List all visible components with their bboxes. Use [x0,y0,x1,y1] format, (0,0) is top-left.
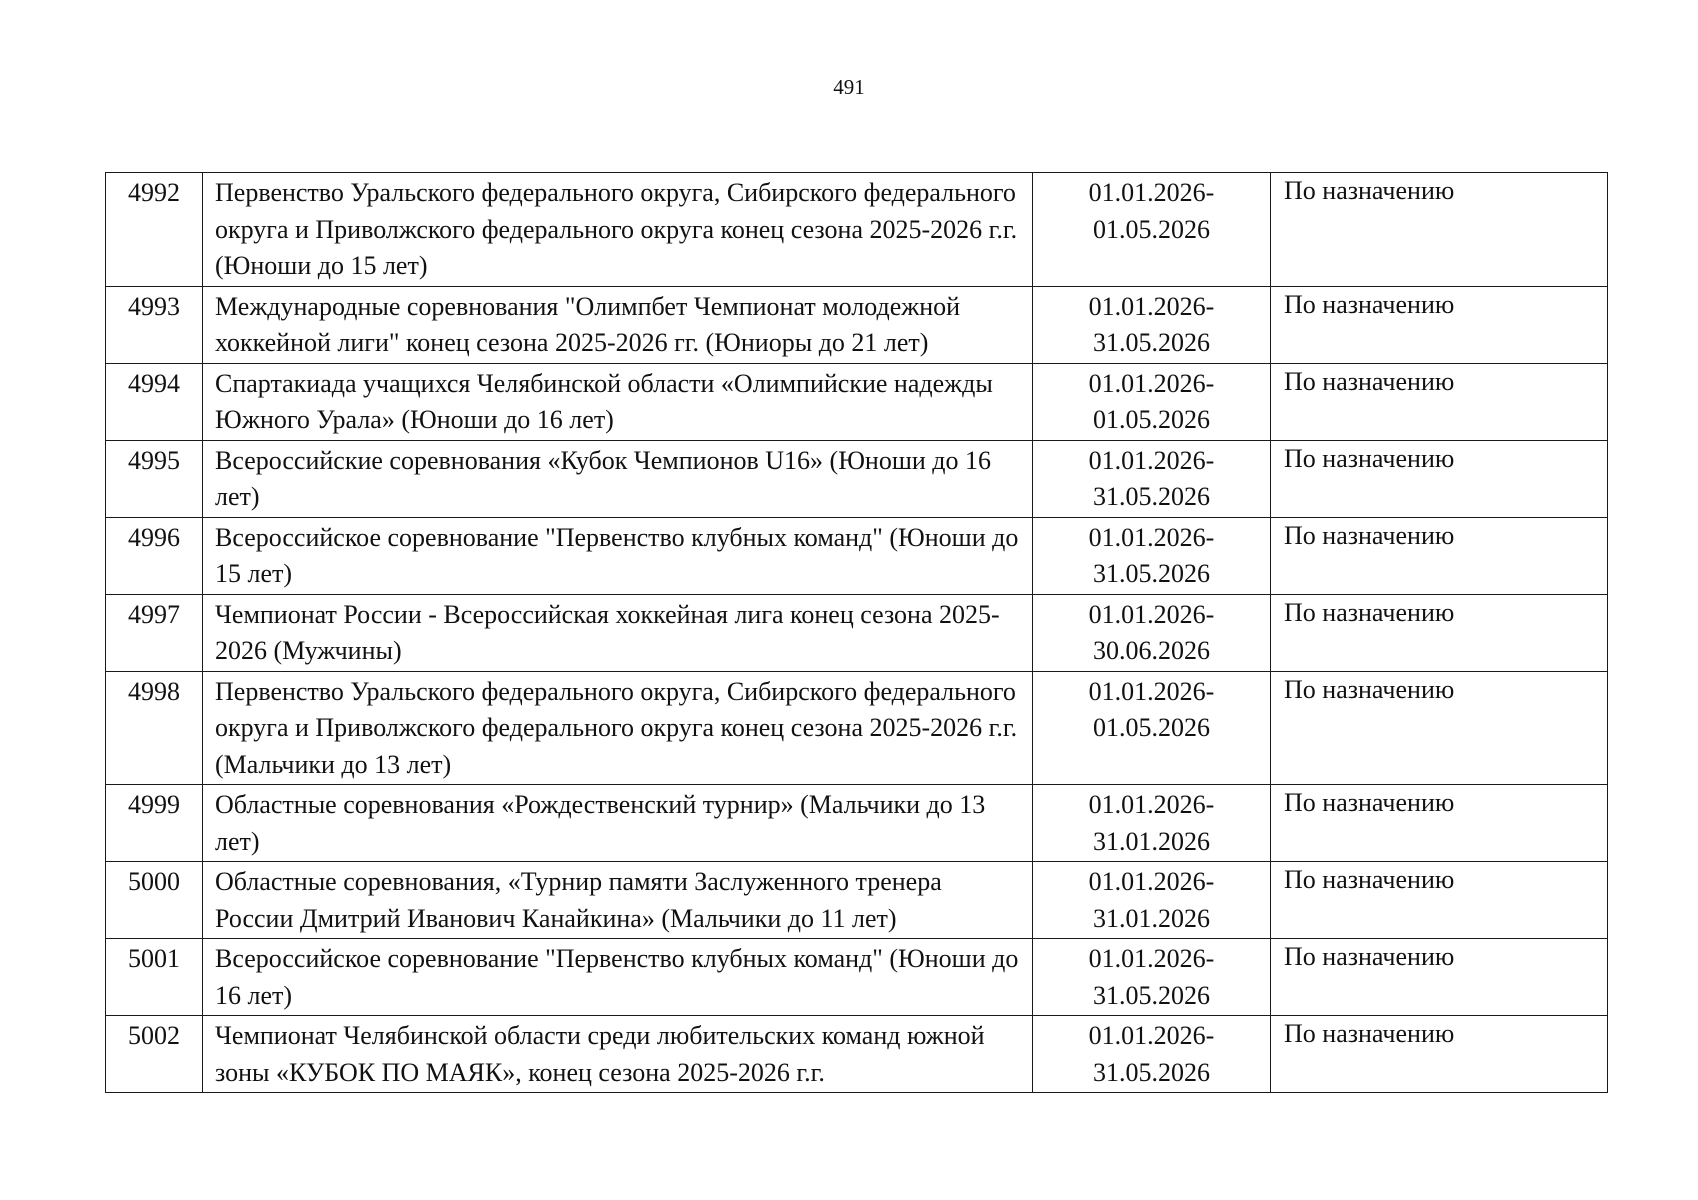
page-number: 491 [833,75,865,99]
table-row [106,517,1608,594]
table-row [106,594,1608,671]
event-dates [1033,594,1271,671]
event-place: По назначению [1271,363,1608,440]
event-name: Первенство Уральского федерального округа, Сибирского федерального округа и Приволжского федерального округа конец сезона 2025-2026 г.г. (Мальчики до 13 лет) [203,671,1033,785]
row-number: 4994 [106,363,203,440]
date-end: 01.05.2026 [1093,405,1210,434]
event-place: По назначению [1271,173,1608,287]
date-start: 01.01.2026- [1088,599,1215,629]
event-name: Спартакиада учащихся Челябинской области «Олимпийские надежды Южного Урала» (Юноши до 16 лет) [203,363,1033,440]
event-place: По назначению [1271,1016,1608,1093]
row-number: 5001 [106,939,203,1016]
event-dates [1033,671,1271,785]
table-row [106,286,1608,363]
row-number: 4998 [106,671,203,785]
row-number: 4996 [106,517,203,594]
row-number: 4995 [106,440,203,517]
date-end: 01.05.2026 [1093,713,1210,742]
date-end: 31.05.2026 [1093,482,1210,511]
date-end: 31.01.2026 [1093,903,1210,933]
event-name: Чемпионат России - Всероссийская хоккейная лига конец сезона 2025-2026 (Мужчины) [203,594,1033,671]
date-start: 01.01.2026- [1088,368,1215,398]
event-dates [1033,862,1271,939]
event-place: По назначению [1271,440,1608,517]
date-end: 31.05.2026 [1093,559,1210,588]
event-dates [1033,286,1271,363]
event-name: Всероссийские соревнования «Кубок Чемпионов U16» (Юноши до 16 лет) [203,440,1033,517]
table-row [106,173,1608,287]
event-dates [1033,1016,1271,1093]
date-start: 01.01.2026- [1088,944,1215,973]
event-name: Первенство Уральского федерального округа, Сибирского федерального округа и Приволжского федерального округа конец сезона 2025-2026 г.г. (Юноши до 15 лет) [203,173,1033,287]
event-name: Областные соревнования, «Турнир памяти Заслуженного тренера России Дмитрий Иванович Канайкина» (Мальчики до 11 лет) [203,862,1033,939]
row-number: 4999 [106,785,203,862]
row-number: 4992 [106,173,203,287]
table-row [106,939,1608,1016]
date-end: 31.05.2026 [1093,1057,1210,1087]
event-name: Всероссийское соревнование "Первенство клубных команд" (Юноши до 15 лет) [203,517,1033,594]
table-row [106,862,1608,939]
date-start: 01.01.2026- [1088,790,1215,819]
date-end: 01.05.2026 [1093,214,1210,244]
date-start: 01.01.2026- [1088,867,1215,896]
event-name: Чемпионат Челябинской области среди любительских команд южной зоны «КУБОК ПО МАЯК», конец сезона 2025-2026 г.г. [203,1016,1033,1093]
event-name: Областные соревнования «Рождественский турнир» (Мальчики до 13 лет) [203,785,1033,862]
table-row [106,440,1608,517]
event-dates [1033,785,1271,862]
table-row [106,1016,1608,1093]
table-row [106,785,1608,862]
date-start: 01.01.2026- [1088,178,1215,207]
event-dates [1033,363,1271,440]
event-place: По назначению [1271,671,1608,785]
row-number: 5002 [106,1016,203,1093]
date-start: 01.01.2026- [1088,522,1215,552]
event-dates [1033,440,1271,517]
event-place: По назначению [1271,939,1608,1016]
event-place: По назначению [1271,862,1608,939]
event-name: Всероссийское соревнование "Первенство клубных команд" (Юноши до 16 лет) [203,939,1033,1016]
date-start: 01.01.2026- [1088,291,1215,321]
event-dates [1033,939,1271,1016]
row-number: 5000 [106,862,203,939]
date-start: 01.01.2026- [1088,676,1215,706]
event-place: По назначению [1271,286,1608,363]
date-end: 31.05.2026 [1093,980,1210,1010]
row-number: 4997 [106,594,203,671]
date-end: 31.05.2026 [1093,328,1210,357]
date-end: 31.01.2026 [1093,826,1210,856]
event-place: По назначению [1271,517,1608,594]
event-place: По назначению [1271,594,1608,671]
event-dates [1033,173,1271,287]
date-start: 01.01.2026- [1088,445,1215,475]
event-name: Международные соревнования "Олимпбет Чемпионат молодежной хоккейной лиги" конец сезона 2025-2026 гг. (Юниоры до 21 лет) [203,286,1033,363]
event-place: По назначению [1271,785,1608,862]
table-row [106,363,1608,440]
date-start: 01.01.2026- [1088,1021,1215,1050]
row-number: 4993 [106,286,203,363]
events-table [105,172,1608,1093]
date-end: 30.06.2026 [1093,636,1210,665]
table-row [106,671,1608,785]
event-dates [1033,517,1271,594]
